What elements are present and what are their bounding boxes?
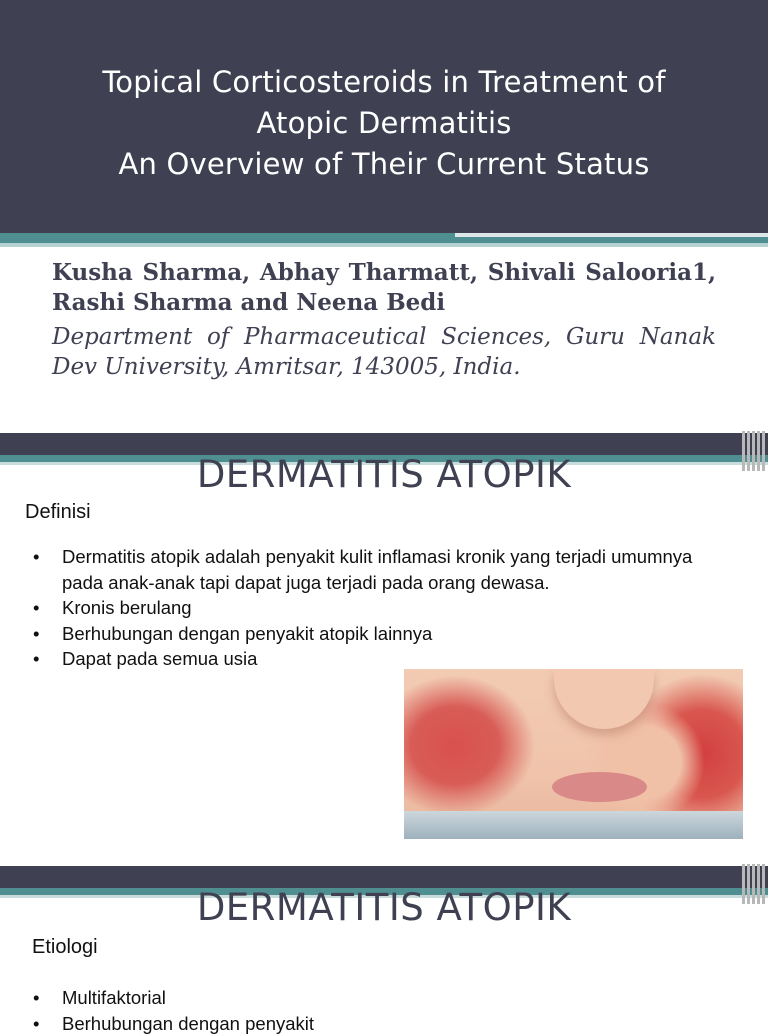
slide-2-bullet-list: [29, 544, 729, 672]
slide-3-bullet-list: [29, 985, 729, 1036]
title-slide-header: [0, 0, 768, 233]
title-line-3: An Overview of Their Current Status: [0, 144, 768, 185]
photo-mouth: [552, 772, 647, 802]
photo-blanket: [404, 811, 743, 839]
list-item: • Kronis berulang: [29, 595, 729, 621]
department: Department of Pharmaceutical Sciences, Guru Nanak Dev University, Amritsar, 143005, India.: [52, 322, 716, 382]
list-item: • Multifaktorial: [29, 985, 729, 1011]
authors: Kusha Sharma, Abhay Tharmatt, Shivali Salooria1, Rashi Sharma and Neena Bedi: [52, 258, 716, 318]
header-divider-light: [0, 243, 768, 247]
header-divider-accent: [455, 233, 768, 237]
list-item: • Berhubungan dengan penyakit atopik lainnya: [29, 621, 729, 647]
slide-2-heading: DERMATITIS ATOPIK: [0, 453, 768, 497]
atopic-dermatitis-photo: [404, 669, 743, 839]
slide-3-subheading: Etiologi: [32, 935, 98, 959]
list-item: • Dapat pada semua usia: [29, 646, 729, 672]
list-item: • Berhubungan dengan penyakit: [29, 1011, 729, 1036]
title-line-2: Atopic Dermatitis: [0, 103, 768, 144]
slide-3-heading: DERMATITIS ATOPIK: [0, 886, 768, 930]
slide-2-subheading: Definisi: [25, 500, 91, 524]
slide-2-top-bar: [0, 433, 768, 455]
title-line-1: Topical Corticosteroids in Treatment of: [0, 62, 768, 103]
slide-3-top-bar: [0, 866, 768, 888]
photo-nose: [554, 669, 654, 729]
slide-title: [0, 62, 768, 185]
list-item: • Dermatitis atopik adalah penyakit kulit inflamasi kronik yang terjadi umumnya pada anak-anak tapi dapat juga terjadi pada orang dewasa.: [29, 544, 729, 595]
